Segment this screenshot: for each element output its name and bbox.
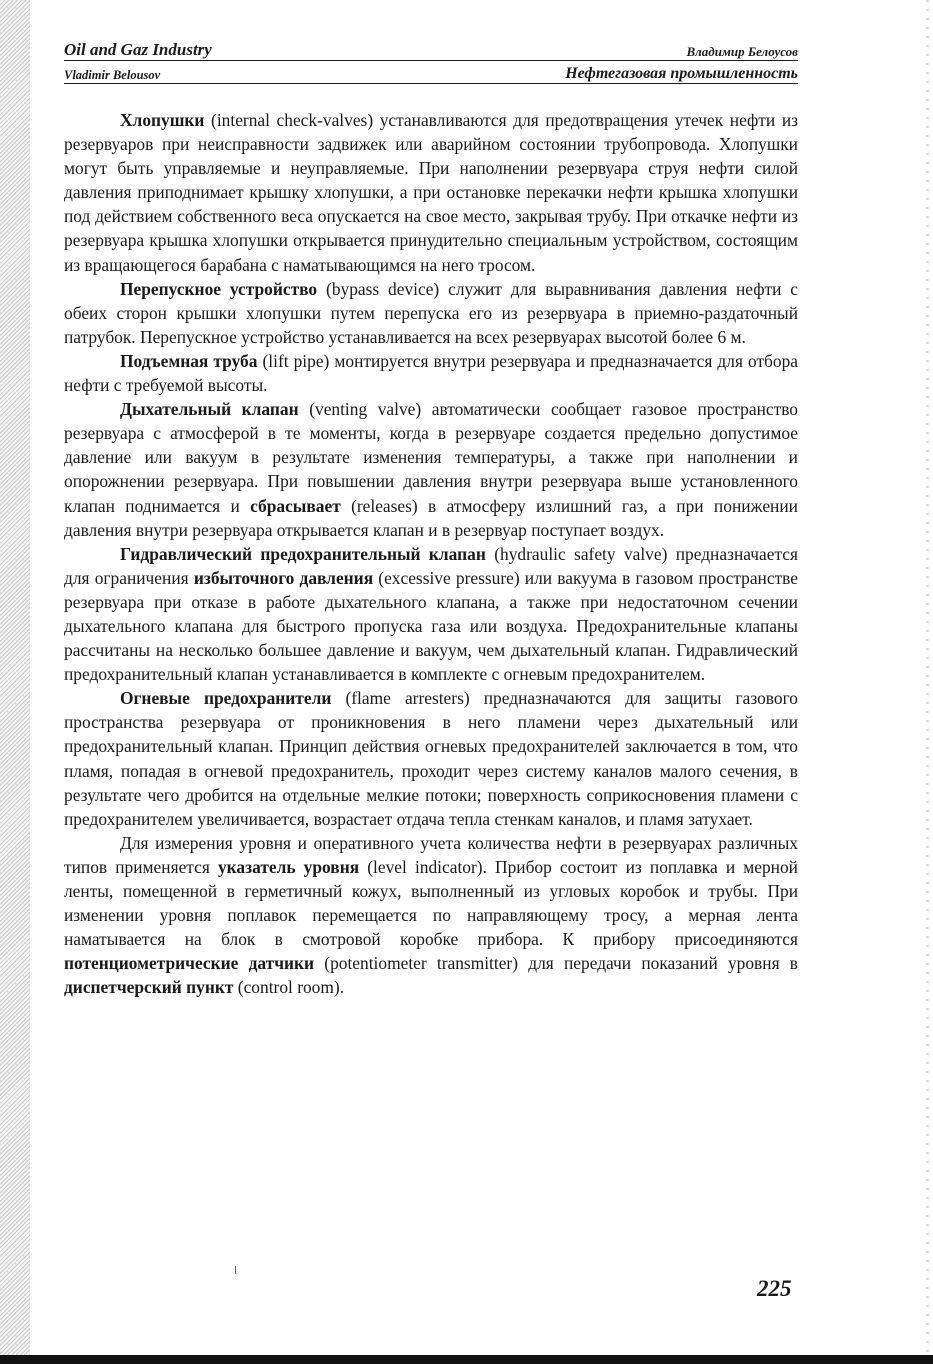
scan-shadow-bottom xyxy=(0,1355,933,1364)
scan-shadow-right xyxy=(926,0,929,1364)
term-bypass-device: Перепускное устройство xyxy=(120,278,318,299)
term-venting-valve: Дыхательный клапан xyxy=(120,399,299,420)
term-releases: сбрасывает xyxy=(250,495,341,516)
paragraph-bypass-device xyxy=(64,277,798,349)
page-number: 225 xyxy=(757,1276,792,1301)
paragraph-text: Для измерения уровня и оперативного учета количества нефти в резервуарах различных типов применяется xyxy=(64,832,798,877)
paragraph-text: (internal check-valves) устанавливаются для предотвращения утечек нефти из резервуаров при неисправности задвижек или аварийном состоянии трубопровода. Хлопушки могут быть управляемые и неуправляемые. При наполнении резервуара струя нефти силой давления приподнимает крышку хлопушки, а при остановке перекачки нефти крышка хлопушки под действием собственного веса опускается на свое место, закрывая трубу. При откачке нефти из резервуара крышка хлопушки открывается принудительно специальным устройством, состоящим из вращающегося барабана с наматывающимся на него тросом. xyxy=(64,110,798,275)
journal-title-ru: Нефтегазовая промышленность xyxy=(565,65,798,82)
paragraph-check-valves xyxy=(64,108,798,277)
paragraph-flame-arresters xyxy=(64,686,798,831)
paragraph-text: (hydraulic safety valve) предназначается для ограничения xyxy=(64,543,798,588)
term-lift-pipe: Подъемная труба xyxy=(120,350,258,371)
paragraph-hydraulic-safety-valve xyxy=(64,542,798,687)
term-check-valves: Хлопушки xyxy=(120,110,205,130)
paragraph-text: (releases) в атмосферу излишний газ, а при понижении давления внутри резервуара открывается клапан и в резервуар поступает воздух. xyxy=(64,495,798,540)
paragraph-text: (excessive pressure) или вакуума в газовом пространстве резервуара при отказе в работе дыхательного клапана, а также при недостаточном сечении дыхательного клапана для быстрого пропуска газа или воздуха. Предохранительные клапаны рассчитаны на несколько большее давление и вакуум, чем дыхательный клапан. Гидравлический предохранительный клапан устанавливается в комплекте с огневым предохранителем. xyxy=(64,567,799,685)
scan-speck xyxy=(235,1266,236,1274)
term-excessive-pressure: избыточного давления xyxy=(193,567,374,588)
term-flame-arresters: Огневые предохранители xyxy=(120,688,332,709)
term-hydraulic-safety-valve: Гидравлический предохранительный клапан xyxy=(120,543,486,564)
term-level-indicator: указатель уровня xyxy=(217,856,360,877)
author-name-ru: Владимир Белоусов xyxy=(686,44,798,59)
journal-title-en: Oil and Gaz Industry xyxy=(64,40,212,59)
paragraph-text: (lift pipe) монтируется внутри резервуара и предназначается для отбора нефти с требуемой высоты. xyxy=(64,350,799,396)
paragraph-text: (control room). xyxy=(233,977,345,998)
term-control-room: диспетчерский пункт xyxy=(64,977,234,998)
paragraph-text: (bypass device) служит для выравнивания давления нефти с обеих сторон крышки хлопушки путем перепуска его из резервуара в приемно-раздаточный патрубок. Перепускное устройство устанавливается на всех резервуарах высотой более 6 м. xyxy=(64,278,799,347)
article-body xyxy=(64,108,798,999)
paragraph-text: (level indicator). Прибор состоит из поплавка и мерной ленты, помещенной в герметичный кожух, выполненный из угловых коробок и трубы. При изменении уровня поплавок перемещается по направляющему тросу, а мерная лента наматывается на блок в смотровой коробке прибора. К прибору присоединяются xyxy=(64,856,798,950)
term-potentiometer-transmitter: потенциометрические датчики xyxy=(64,953,315,974)
paragraph-venting-valve xyxy=(64,397,798,542)
running-header-bottom xyxy=(64,61,798,84)
paragraph-text: (potentiometer transmitter) для передачи показаний уровня в xyxy=(314,953,798,974)
paragraph-level-indicator xyxy=(64,831,798,1000)
scan-shadow-left xyxy=(0,0,30,1364)
paragraph-lift-pipe xyxy=(64,349,798,397)
paragraph-text: (flame arresters) предназначаются для защиты газового пространства резервуара от проникновения в него пламени через дыхательный или предохранительный клапан. Принцип действия огневых предохранителей заключается в том, что пламя, попадая в огневой предохранитель, проходит через систему каналов малого сечения, в результате чего дробится на отдельные мелкие потоки; поверхность соприкосновения пламени с предохранителем увеличивается, возрастает отдача тепла стенкам каналов, и пламя затухает. xyxy=(64,688,798,829)
running-header-top xyxy=(64,38,798,61)
paragraph-text: (venting valve) автоматически сообщает газовое пространство резервуара с атмосферой в те моменты, когда в резервуаре создается предельно допустимое давление или вакуум в результате изменения температуры, а также при наполнении и опорожнении резервуара. При повышении давления внутри резервуара выше установленного клапан поднимается и xyxy=(64,399,798,516)
document-page xyxy=(64,38,798,999)
author-name-en: Vladimir Belousov xyxy=(64,68,161,82)
